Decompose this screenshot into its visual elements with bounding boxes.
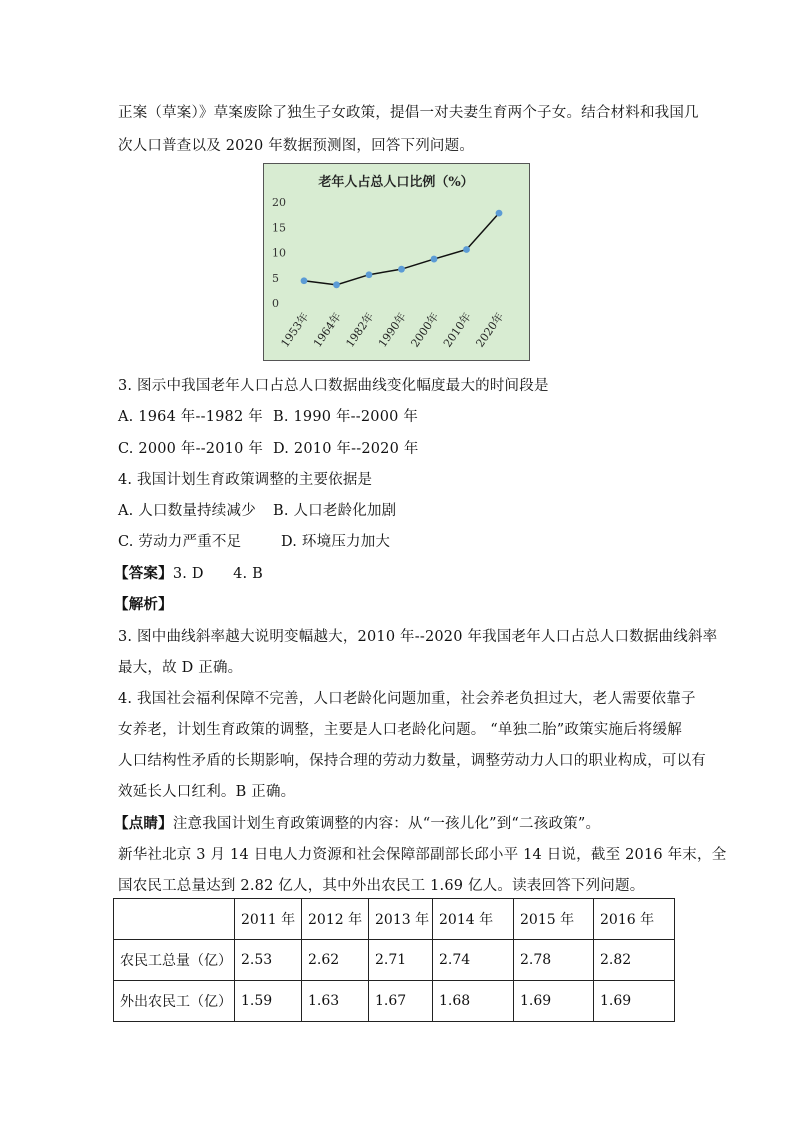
analysis-q3-line-1: 3. 图中曲线斜率越大说明变幅越大，2010 年--2020 年我国老年人口占总人口数据曲线斜率 (118, 629, 718, 645)
answer-line (114, 562, 263, 583)
q4-option-b: B. 人口老龄化加剧 (273, 503, 397, 519)
intro-line-2: 次人口普查以及 2020 年数据预测图，回答下列问题。 (118, 138, 475, 154)
x-tick-label: 2000年 (408, 310, 442, 350)
intro-line-1: 正案（草案）》草案废除了独生子女政策，提倡一对夫妻生育两个子女。结合材料和我国几 (118, 105, 699, 121)
data-point (463, 246, 470, 253)
x-tick-label: 1953年 (278, 310, 312, 350)
table-cell: 2.74 (433, 940, 514, 981)
y-tick-label: 10 (272, 246, 286, 260)
tip-text: 注意我国计划生育政策调整的内容：从“一孩儿化”到“二孩政策”。 (172, 816, 601, 832)
table-cell: 1.69 (514, 981, 594, 1022)
x-tick-label: 2010年 (440, 310, 474, 350)
x-tick-label: 1964年 (310, 310, 344, 350)
table-cell: 1.69 (594, 981, 675, 1022)
x-tick-label: 1982年 (343, 310, 377, 350)
table-cell: 农民工总量（亿） (114, 940, 235, 981)
table-header-cell: 2016 年 (594, 899, 675, 940)
data-point (366, 271, 373, 278)
table-row (114, 940, 675, 981)
analysis-q4-line-4: 效延长人口红利。B 正确。 (118, 784, 296, 800)
table-cell: 2.82 (594, 940, 675, 981)
q3-option-d: D. 2010 年--2020 年 (273, 441, 419, 457)
table-row (114, 981, 675, 1022)
news-line-2: 国农民工总量达到 2.82 亿人，其中外出农民工 1.69 亿人。读表回答下列问题。 (118, 878, 645, 894)
q3-option-c: C. 2000 年--2010 年 (118, 441, 264, 457)
table-cell: 2.71 (369, 940, 433, 981)
analysis-q4-line-2: 女养老，计划生育政策的调整，主要是人口老龄化问题。 “单独二胎”政策实施后将缓解 (118, 722, 682, 738)
q4-stem: 4. 我国计划生育政策调整的主要依据是 (118, 472, 373, 488)
analysis-q3-line-2: 最大，故 D 正确。 (118, 660, 243, 676)
q4-option-d: D. 环境压力加大 (281, 534, 391, 550)
tip-label: 【点睛】 (114, 815, 173, 832)
answer-text: 3. D 4. B (172, 566, 263, 582)
news-line-1: 新华社北京 3 月 14 日电人力资源和社会保障部副部长邱小平 14 日说，截至 2016 年末，全 (118, 847, 727, 863)
analysis-q4-line-3: 人口结构性矛盾的长期影响，保持合理的劳动力数量，调整劳动力人口的职业构成，可以有 (118, 753, 706, 769)
tip-line (114, 812, 600, 833)
table-cell: 2.62 (302, 940, 369, 981)
table-cell: 1.67 (369, 981, 433, 1022)
table-header-cell (114, 899, 235, 940)
table-header-cell: 2011 年 (235, 899, 302, 940)
q3-option-b: B. 1990 年--2000 年 (273, 409, 419, 425)
elderly-ratio-chart (263, 163, 530, 361)
table-cell: 2.78 (514, 940, 594, 981)
table-cell: 2.53 (235, 940, 302, 981)
table-cell: 外出农民工（亿） (114, 981, 235, 1022)
q3-stem: 3. 图示中我国老年人口占总人口数据曲线变化幅度最大的时间段是 (118, 378, 549, 394)
x-tick-label: 2020年 (473, 310, 507, 350)
table-header-row (114, 899, 675, 940)
table-cell: 1.63 (302, 981, 369, 1022)
data-point (431, 256, 438, 263)
y-tick-label: 5 (272, 271, 279, 285)
table-cell: 1.59 (235, 981, 302, 1022)
chart-title: 老年人占总人口比例（%） (318, 175, 474, 190)
y-tick-label: 20 (272, 196, 286, 209)
table-header-cell: 2014 年 (433, 899, 514, 940)
table-cell: 1.68 (433, 981, 514, 1022)
y-tick-label: 15 (272, 221, 286, 235)
data-point (333, 281, 340, 288)
chart-svg (264, 164, 529, 360)
data-point (301, 277, 308, 284)
table-header-cell: 2013 年 (369, 899, 433, 940)
data-point (496, 210, 503, 217)
migrant-worker-table (113, 898, 675, 1022)
data-point (398, 266, 405, 273)
q4-option-c: C. 劳动力严重不足 (118, 534, 242, 550)
x-tick-label: 1990年 (375, 310, 409, 350)
analysis-label: 【解析】 (114, 596, 173, 613)
analysis-q4-line-1: 4. 我国社会福利保障不完善，人口老龄化问题加重，社会养老负担过大，老人需要依靠子 (118, 691, 696, 707)
answer-label: 【答案】 (114, 565, 173, 582)
q4-option-a: A. 人口数量持续减少 (118, 503, 256, 519)
y-tick-label: 0 (272, 297, 279, 310)
table-header-cell: 2015 年 (514, 899, 594, 940)
table-header-cell: 2012 年 (302, 899, 369, 940)
q3-option-a: A. 1964 年--1982 年 (118, 409, 263, 425)
